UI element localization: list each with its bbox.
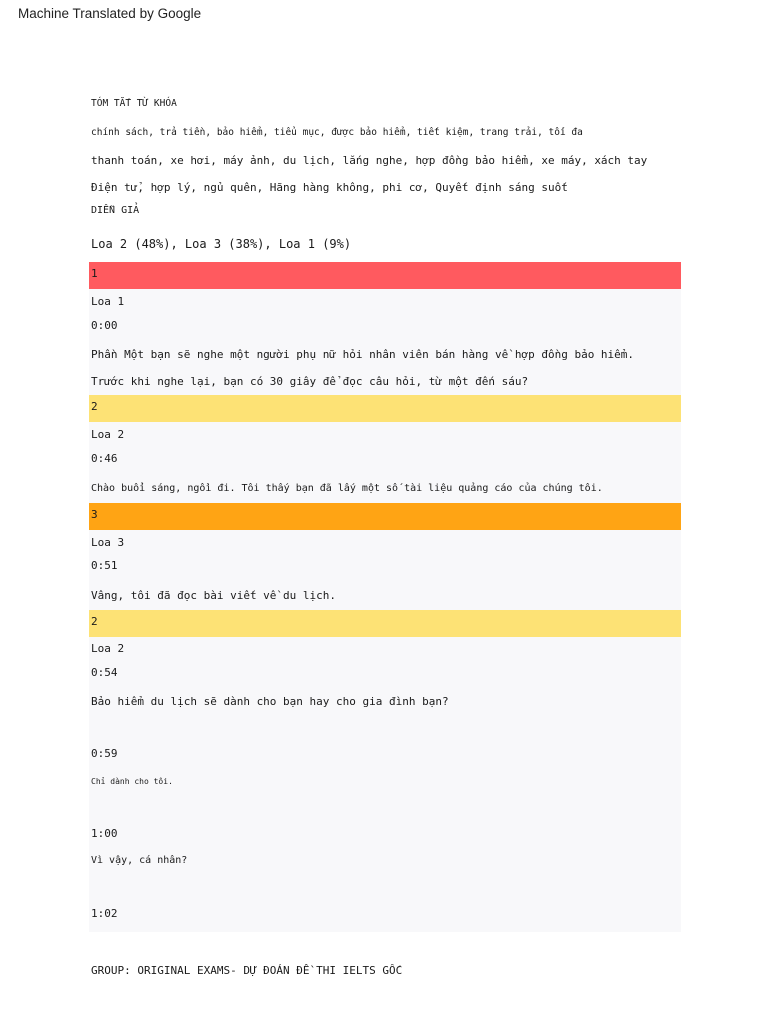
transcript-text: Vâng, tôi đã đọc bài viết về du lịch. [91, 589, 337, 602]
speakers-title: DIỄN GIẢ [91, 205, 140, 216]
transcript-text: Chỉ dành cho tôi. [91, 777, 173, 786]
transcript-text: Trước khi nghe lại, bạn có 30 giây để đọc câu hỏi, từ một đến sáu? [91, 375, 529, 388]
timestamp: 0:51 [91, 559, 118, 572]
timestamp: 1:00 [91, 827, 118, 840]
speaker-label: Loa 2 [91, 428, 125, 441]
speaker-bar-2 [89, 395, 681, 422]
speaker-label: Loa 2 [91, 642, 125, 655]
speaker-label: Loa 3 [91, 536, 125, 549]
transcript-text: Bảo hiểm du lịch sẽ dành cho bạn hay cho gia đình bạn? [91, 695, 449, 708]
timestamp: 0:54 [91, 666, 118, 679]
transcript-text: Vì vậy, cá nhân? [91, 855, 188, 866]
keywords-line-1: chính sách, trả tiền, bảo hiểm, tiểu mục, được bảo hiểm, tiết kiệm, trang trải, tối đa [91, 127, 583, 138]
keywords-title: TÓM TẮT TỪ KHÓA [91, 98, 177, 109]
speaker-label: Loa 1 [91, 295, 125, 308]
timestamp: 0:00 [91, 319, 118, 332]
transcript-text: Chào buổi sáng, ngồi đi. Tôi thấy bạn đã lấy một số tài liệu quảng cáo của chúng tôi. [91, 483, 603, 494]
transcript-panel [89, 262, 681, 932]
timestamp: 0:59 [91, 747, 118, 760]
speaker-bar-3 [89, 503, 681, 530]
speaker-bar-number: 1 [91, 267, 98, 280]
keywords-line-2: thanh toán, xe hơi, máy ảnh, du lịch, lắng nghe, hợp đồng bảo hiểm, xe máy, xách tay [91, 154, 648, 167]
timestamp: 0:46 [91, 452, 118, 465]
speakers-summary: Loa 2 (48%), Loa 3 (38%), Loa 1 (9%) [91, 237, 352, 251]
group-footer: GROUP: ORIGINAL EXAMS- DỰ ĐOÁN ĐỀ THI IELTS GỐC [91, 964, 403, 977]
speaker-bar-1 [89, 262, 681, 289]
machine-translated-header: Machine Translated by Google [18, 6, 202, 21]
transcript-text: Phần Một bạn sẽ nghe một người phụ nữ hỏi nhân viên bán hàng về hợp đồng bảo hiểm. [91, 348, 635, 361]
timestamp: 1:02 [91, 907, 118, 920]
speaker-bar-2 [89, 610, 681, 637]
speaker-bar-number: 2 [91, 615, 98, 628]
keywords-line-3: Điện tử, hợp lý, ngủ quên, Hãng hàng không, phi cơ, Quyết định sáng suốt [91, 181, 568, 194]
speaker-bar-number: 2 [91, 400, 98, 413]
speaker-bar-number: 3 [91, 508, 98, 521]
